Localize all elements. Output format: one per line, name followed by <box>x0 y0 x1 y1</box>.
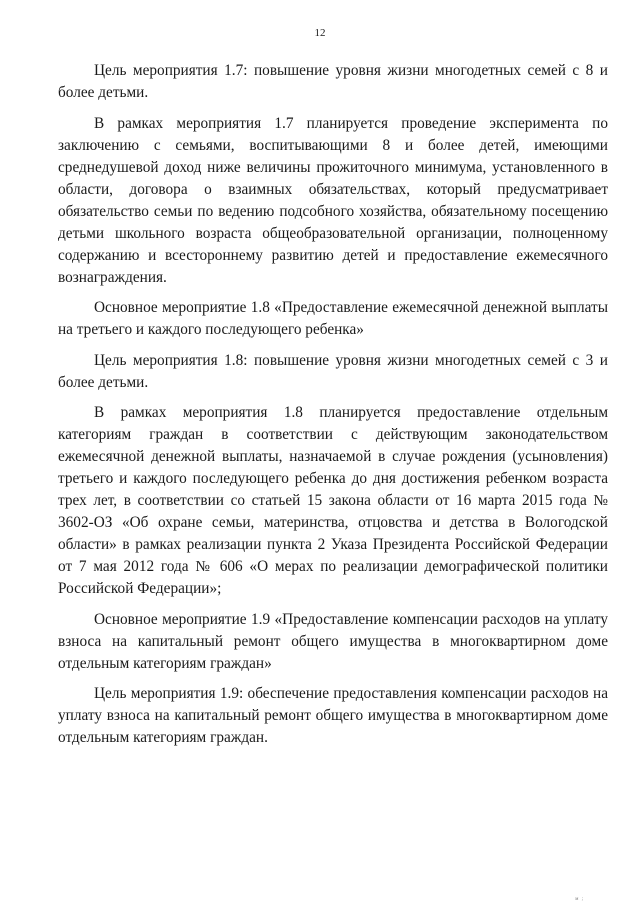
paragraph-heading-1-9: Основное мероприятие 1.9 «Предоставление компенсации расходов на уплату взноса на капитальный ремонт общего имущества в многоквартирном доме отдельным категориям граждан» <box>58 610 608 672</box>
page-number: 12 <box>314 27 326 39</box>
paragraph-heading-1-8: Основное мероприятие 1.8 «Предоставление ежемесячной денежной выплаты на третьего и каждого последующего ребенка» <box>58 299 608 338</box>
scan-corner-mark: м ; <box>575 897 584 902</box>
paragraph-description-1-8: В рамках мероприятия 1.8 планируется предоставление отдельным категориям граждан в соответствии с действующим законодательством ежемесячной денежной выплаты, назначаемой в случае рождения (усыновления) третьего и каждого последующего ребенка до дня достижения ребенком возраста трех лет, в соответствии со статьей 15 закона области от 16 марта 2015 года № 3602-ОЗ «Об охране семьи, материнства, отцовства и детства в Вологодской области» в рамках реализации пункта 2 Указа Президента Российской Федерации от 7 мая 2012 года № 606 «О мерах по реализации демографической политики Российской Федерации»; <box>58 404 608 597</box>
paragraph-description-1-7: В рамках мероприятия 1.7 планируется проведение эксперимента по заключению с семьями, воспитывающими 8 и более детей, имеющими среднедушевой доход ниже величины прожиточного минимума, установленного в области, договора о взаимных обязательствах, который предусматривает обязательство семьи по ведению подсобного хозяйства, обязательному посещению детьми школьного возраста общеобразовательной организации, полноценному содержанию и всестороннему развитию детей и предоставление ежемесячного вознаграждения. <box>58 114 608 286</box>
paragraph-goal-1-7: Цель мероприятия 1.7: повышение уровня жизни многодетных семей с 8 и более детьми. <box>58 62 608 101</box>
paragraph-goal-1-9: Цель мероприятия 1.9: обеспечение предоставления компенсации расходов на уплату взноса на капитальный ремонт общего имущества в многоквартирном доме отдельным категориям граждан. <box>58 685 608 746</box>
paragraph-goal-1-8: Цель мероприятия 1.8: повышение уровня жизни многодетных семей с 3 и более детьми. <box>58 351 608 391</box>
document-body <box>58 60 608 758</box>
